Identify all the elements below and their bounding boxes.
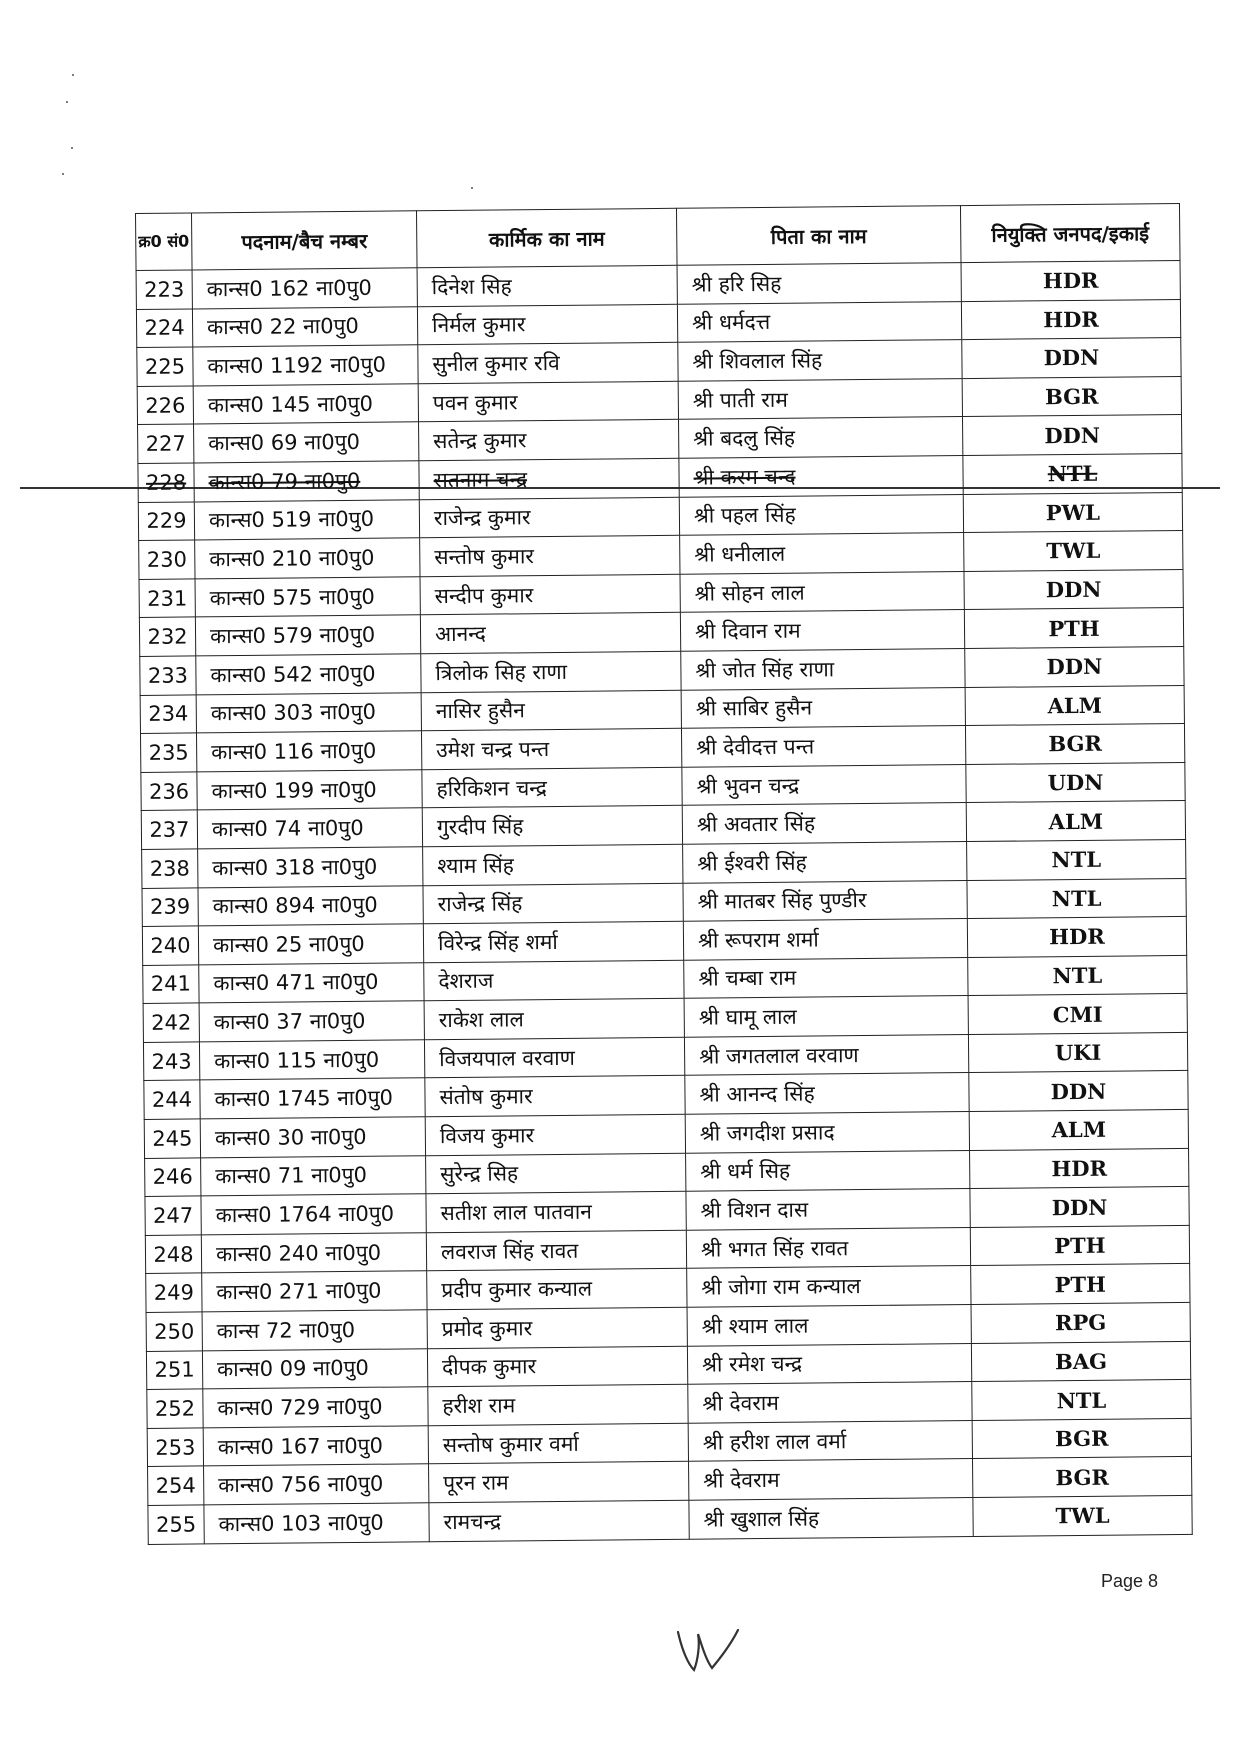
cell-father-name: श्री पहल सिंह [679,494,963,535]
cell-serial-number: 237 [141,810,197,849]
cell-serial-number: 223 [136,270,192,309]
cell-personnel-name: गुरदीप सिंह [422,806,682,847]
cell-serial-number: 235 [140,733,196,772]
cell-personnel-name: उमेश चन्द्र पन्त [421,728,681,769]
cell-father-name: श्री विशन दास [686,1189,970,1230]
cell-personnel-name: सतनाम चन्द्र [419,458,679,499]
cell-posting-unit: HDR [961,299,1180,340]
cell-posting-unit: DDN [965,646,1184,687]
cell-posting-unit: RPG [971,1302,1190,1343]
cell-personnel-name: दीपक कुमार [427,1346,687,1387]
cell-father-name: श्री देवराम [689,1459,973,1500]
cell-personnel-name: त्रिलोक सिह राणा [421,651,681,692]
cell-posting-unit: NTL [963,453,1182,494]
cell-post-batch: कान्स0 69 ना0पु0 [194,422,419,463]
cell-personnel-name: निर्मल कुमार [417,304,677,345]
cell-post-batch: कान्स0 318 ना0पु0 [198,847,423,888]
cell-personnel-name: सन्तोष कुमार वर्मा [428,1423,688,1464]
cell-post-batch: कान्स0 199 ना0पु0 [197,769,422,810]
cell-personnel-name: पवन कुमार [418,381,678,422]
cell-father-name: श्री जोगा राम कन्याल [687,1266,971,1307]
cell-posting-unit: DDN [962,338,1181,379]
cell-father-name: श्री पाती राम [678,378,962,419]
cell-posting-unit: PTH [970,1225,1189,1266]
cell-serial-number: 233 [140,656,196,695]
cell-serial-number: 229 [138,502,194,541]
cell-personnel-name: प्रदीप कुमार कन्याल [427,1269,687,1310]
header-father-name: पिता का नाम [676,206,961,266]
cell-serial-number: 227 [138,424,194,463]
cell-personnel-name: प्रमोद कुमार [427,1307,687,1348]
cell-posting-unit: DDN [969,1071,1188,1112]
cell-father-name: श्री शिवलाल सिंह [678,340,962,381]
cell-posting-unit: HDR [961,260,1180,301]
cell-post-batch: कान्स0 116 ना0पु0 [196,731,421,772]
personnel-table [135,203,1193,1545]
cell-posting-unit: CMI [968,994,1187,1035]
cell-father-name: श्री आनन्द सिंह [685,1073,969,1114]
cell-posting-unit: UDN [966,762,1185,803]
cell-serial-number: 232 [139,617,195,656]
cell-posting-unit: NTL [972,1380,1191,1421]
scan-speck [471,187,473,189]
table-header-row [136,203,1180,270]
cell-personnel-name: विरेन्द्र सिंह शर्मा [423,921,683,962]
cell-personnel-name: संतोष कुमार [425,1076,685,1117]
header-posting-unit: नियुक्ति जनपद/इकाई [960,203,1180,262]
cell-posting-unit: DDN [962,415,1181,456]
cell-posting-unit: TWL [964,531,1183,572]
header-post-batch: पदनाम/बैच नम्बर [192,211,418,270]
table-body [136,260,1192,1544]
cell-serial-number: 252 [147,1389,203,1428]
cell-personnel-name: हरीश राम [428,1384,688,1425]
cell-serial-number: 228 [138,463,194,502]
cell-personnel-name: सुरेन्द्र सिह [426,1153,686,1194]
signature-mark [672,1620,742,1680]
cell-post-batch: कान्स0 37 ना0पु0 [199,1001,424,1042]
cell-post-batch: कान्स0 271 ना0पु0 [202,1271,427,1312]
cell-father-name: श्री चम्बा राम [684,957,968,998]
cell-father-name: श्री दिवान राम [680,610,964,651]
cell-personnel-name: राकेश लाल [424,999,684,1040]
cell-post-batch: कान्स0 167 ना0पु0 [203,1426,428,1467]
cell-father-name: श्री भगत सिंह रावत [686,1227,970,1268]
cell-father-name: श्री बदलु सिंह [679,417,963,458]
cell-serial-number: 247 [145,1196,201,1235]
cell-posting-unit: ALM [965,685,1184,726]
cell-post-batch: कान्स0 74 ना0पु0 [197,808,422,849]
cell-post-batch: कान्स0 471 ना0पु0 [199,962,424,1003]
cell-posting-unit: BGR [965,724,1184,765]
cell-serial-number: 253 [147,1428,203,1467]
cell-posting-unit: NTL [967,878,1186,919]
cell-posting-unit: PTH [971,1264,1190,1305]
cell-posting-unit: BGR [962,376,1181,417]
cell-father-name: श्री घामू लाल [684,996,968,1037]
cell-serial-number: 255 [148,1505,204,1544]
scan-speck [66,101,68,103]
cell-post-batch: कान्स0 240 ना0पु0 [201,1233,426,1274]
cell-personnel-name: राजेन्द्र कुमार [419,497,679,538]
cell-post-batch: कान्स0 729 ना0पु0 [203,1387,428,1428]
cell-serial-number: 246 [145,1158,201,1197]
cell-posting-unit: UKI [968,1032,1187,1073]
cell-personnel-name: लवराज सिंह रावत [426,1230,686,1271]
header-serial-number: क्र0 सं0 [136,213,193,271]
cell-serial-number: 224 [136,309,192,348]
cell-father-name: श्री देवराम [688,1382,972,1423]
cell-personnel-name: रामचन्द्र [429,1500,689,1541]
cell-father-name: श्री मातबर सिंह पुण्डीर [683,880,967,921]
cell-posting-unit: NTL [968,955,1187,996]
cell-post-batch: कान्स0 103 ना0पु0 [204,1503,429,1544]
cell-post-batch: कान्स0 579 ना0पु0 [195,615,420,656]
cell-serial-number: 245 [144,1119,200,1158]
cell-serial-number: 243 [143,1042,199,1081]
cell-posting-unit: PWL [963,492,1182,533]
cell-post-batch: कान्स0 71 ना0पु0 [201,1155,426,1196]
cell-father-name: श्री साबिर हुसैन [681,687,965,728]
cell-father-name: श्री हरीश लाल वर्मा [688,1420,972,1461]
cell-serial-number: 230 [139,540,195,579]
cell-personnel-name: राजेन्द्र सिंह [423,883,683,924]
cell-serial-number: 248 [145,1235,201,1274]
cell-post-batch: कान्स0 303 ना0पु0 [196,692,421,733]
cell-father-name: श्री हरि सिह [677,263,961,304]
cell-post-batch: कान्स0 145 ना0पु0 [193,384,418,425]
cell-personnel-name: नासिर हुसैन [421,690,681,731]
cell-personnel-name: सतेन्द्र कुमार [419,420,679,461]
cell-posting-unit: DDN [970,1187,1189,1228]
cell-personnel-name: सुनील कुमार रवि [418,342,678,383]
cell-serial-number: 234 [140,694,196,733]
cell-father-name: श्री श्याम लाल [687,1305,971,1346]
cell-father-name: श्री धर्मदत्त [677,301,961,342]
cell-father-name: श्री धनीलाल [680,533,964,574]
cell-serial-number: 225 [137,347,193,386]
cell-post-batch: कान्स0 79 ना0पु0 [194,461,419,502]
cell-post-batch: कान्स0 1764 ना0पु0 [201,1194,426,1235]
cell-father-name: श्री ईश्वरी सिंह [683,841,967,882]
cell-personnel-name: देशराज [424,960,684,1001]
cell-serial-number: 226 [137,386,193,425]
cell-post-batch: कान्स0 09 ना0पु0 [202,1348,427,1389]
cell-serial-number: 231 [139,579,195,618]
cell-personnel-name: आनन्द [420,613,680,654]
cell-father-name: श्री जोत सिंह राणा [681,648,965,689]
cell-personnel-name: सन्दीप कुमार [420,574,680,615]
cell-post-batch: कान्स0 25 ना0पु0 [198,924,423,965]
cell-posting-unit: HDR [970,1148,1189,1189]
cell-father-name: श्री देवीदत्त पन्त [681,726,965,767]
header-personnel-name: कार्मिक का नाम [416,208,677,267]
scan-speck [62,173,64,175]
cell-serial-number: 244 [144,1080,200,1119]
cell-post-batch: कान्स0 210 ना0पु0 [195,538,420,579]
cell-serial-number: 251 [146,1351,202,1390]
cell-posting-unit: BGR [972,1418,1191,1459]
cell-post-batch: कान्स 72 ना0पु0 [202,1310,427,1351]
cell-father-name: श्री खुशाल सिंह [689,1498,973,1539]
scan-speck [71,147,73,149]
cell-posting-unit: HDR [967,917,1186,958]
cell-personnel-name: विजयपाल वरवाण [424,1037,684,1078]
cell-father-name: श्री सोहन लाल [680,571,964,612]
cell-serial-number: 249 [146,1273,202,1312]
cell-posting-unit: TWL [973,1495,1192,1536]
cell-father-name: श्री रूपराम शर्मा [683,919,967,960]
cell-father-name: श्री जगदीश प्रसाद [685,1112,969,1153]
cell-posting-unit: ALM [966,801,1185,842]
page-number: Page 8 [1101,1571,1159,1591]
cell-serial-number: 241 [143,965,199,1004]
cell-posting-unit: ALM [969,1109,1188,1150]
cell-father-name: श्री करम चन्द [679,456,963,497]
cell-father-name: श्री जगतलाल वरवाण [684,1034,968,1075]
cell-personnel-name: विजय कुमार [425,1114,685,1155]
cell-personnel-name: दिनेश सिह [417,265,677,306]
cell-post-batch: कान्स0 115 ना0पु0 [199,1040,424,1081]
cell-serial-number: 254 [148,1466,204,1505]
cell-post-batch: कान्स0 756 ना0पु0 [204,1464,429,1505]
scan-speck [72,74,74,76]
cell-post-batch: कान्स0 1192 ना0पु0 [193,345,418,386]
cell-serial-number: 242 [143,1003,199,1042]
cell-serial-number: 250 [146,1312,202,1351]
cell-posting-unit: BAG [971,1341,1190,1382]
cell-serial-number: 238 [142,849,198,888]
cell-personnel-name: श्याम सिंह [423,844,683,885]
cell-serial-number: 239 [142,887,198,926]
cell-posting-unit: DDN [964,569,1183,610]
cell-serial-number: 236 [141,772,197,811]
cell-personnel-name: सन्तोष कुमार [420,535,680,576]
cell-serial-number: 240 [142,926,198,965]
cell-post-batch: कान्स0 575 ना0पु0 [195,577,420,618]
personnel-table-sheet [135,203,1192,1545]
cell-post-batch: कान्स0 894 ना0पु0 [198,885,423,926]
cell-father-name: श्री रमेश चन्द्र [687,1343,971,1384]
cell-post-batch: कान्स0 22 ना0पु0 [192,306,417,347]
cell-post-batch: कान्स0 542 ना0पु0 [196,654,421,695]
cell-personnel-name: पूरन राम [429,1462,689,1503]
cell-personnel-name: हरिकिशन चन्द्र [422,767,682,808]
cell-post-batch: कान्स0 162 ना0पु0 [192,268,417,309]
cell-posting-unit: BGR [972,1457,1191,1498]
cell-father-name: श्री अवतार सिंह [682,803,966,844]
cell-post-batch: कान्स0 30 ना0पु0 [200,1117,425,1158]
cell-posting-unit: PTH [964,608,1183,649]
cell-father-name: श्री भुवन चन्द्र [682,764,966,805]
cell-father-name: श्री धर्म सिह [686,1150,970,1191]
cell-post-batch: कान्स0 519 ना0पु0 [194,499,419,540]
cell-post-batch: कान्स0 1745 ना0पु0 [200,1078,425,1119]
cell-personnel-name: सतीश लाल पातवान [426,1192,686,1233]
cell-posting-unit: NTL [967,839,1186,880]
